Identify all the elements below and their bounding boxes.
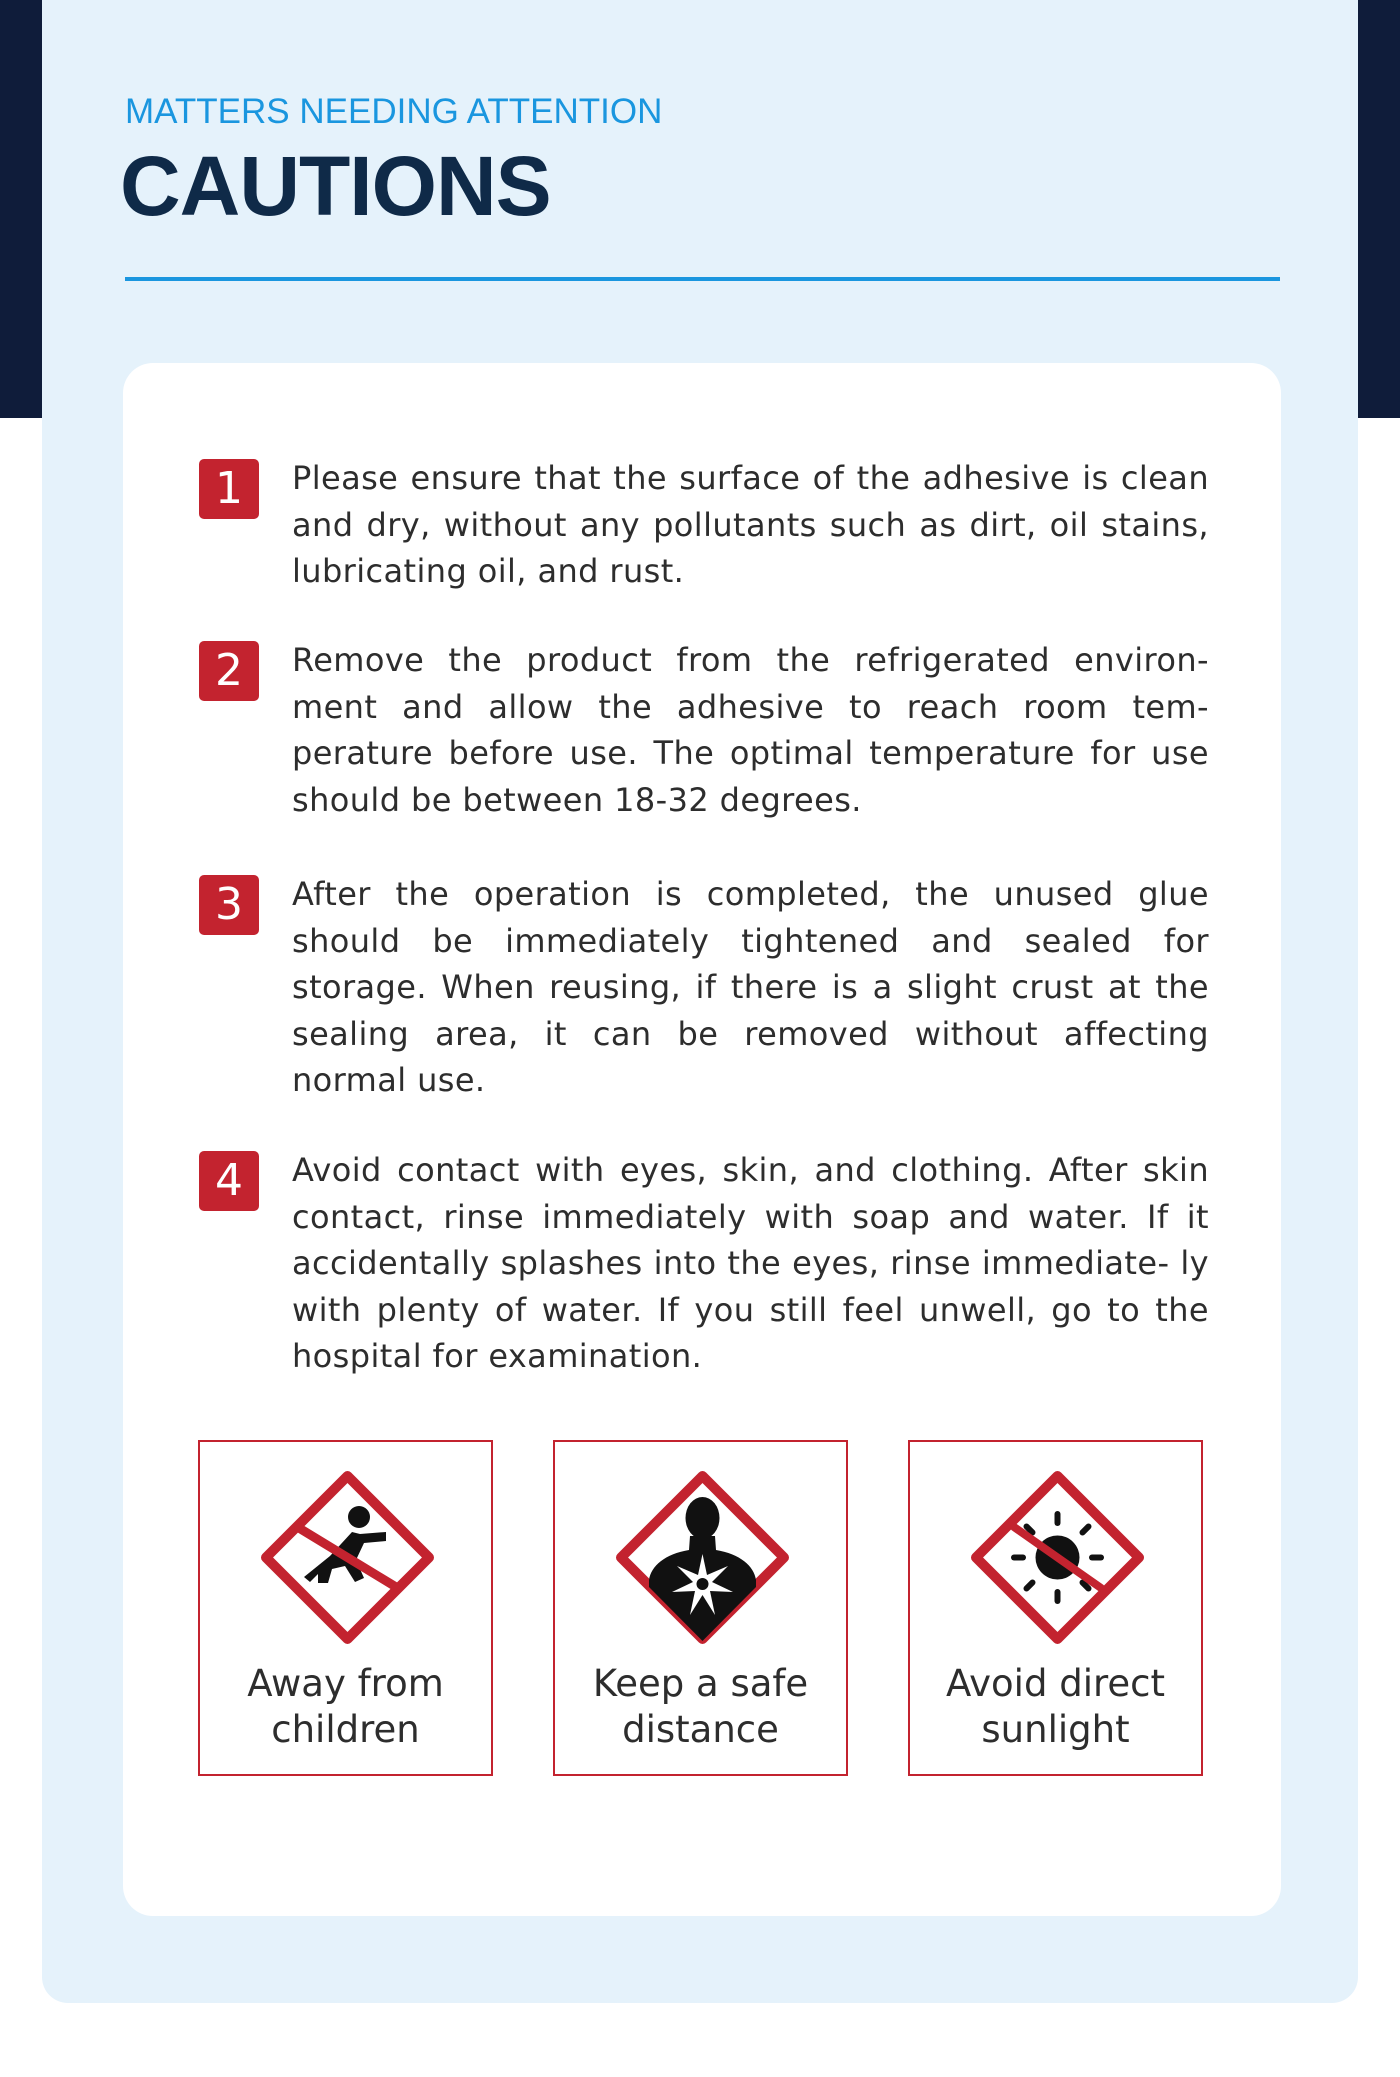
no-children-icon (260, 1470, 435, 1645)
sign-label: Avoid direct sunlight (946, 1662, 1165, 1751)
caution-number-badge: 1 (199, 459, 259, 519)
health-hazard-icon (615, 1470, 790, 1645)
page-title: CAUTIONS (120, 139, 551, 233)
caution-number-badge: 2 (199, 641, 259, 701)
sign-keep-safe-distance (553, 1440, 848, 1776)
title-divider (125, 277, 1280, 281)
caution-text: After the operation is completed, the unused glue should be immediately tightened and sealed for storage. When reusing, if there is a slight crust at the sealing area, it can be removed without affecting normal use. (292, 875, 1209, 1099)
sign-label: Away from children (247, 1662, 444, 1751)
no-sunlight-icon (970, 1470, 1145, 1645)
caution-text: Please ensure that the surface of the adhesive is clean and dry, without any pollutants such as dirt, oil stains, lubricating oil, and rust. (292, 459, 1209, 590)
caution-text: Avoid contact with eyes, skin, and clothing. After skin contact, rinse immediately with soap and water. If it accidentally splashes into the eyes, rinse immediate- ly with plenty of water. If you still feel unwell, go to the hospital for examination. (292, 1151, 1209, 1375)
caution-number-badge: 3 (199, 875, 259, 935)
caution-text: Remove the product from the refrigerated environ- ment and allow the adhesive to reach room tem- perature before use. The optimal temperature for use should be between 18-32 degrees. (292, 641, 1209, 819)
caution-number-badge: 4 (199, 1151, 259, 1211)
sign-away-from-children (198, 1440, 493, 1776)
section-eyebrow: MATTERS NEEDING ATTENTION (125, 92, 663, 131)
sign-avoid-direct-sunlight (908, 1440, 1203, 1776)
sign-label: Keep a safe distance (592, 1662, 809, 1751)
